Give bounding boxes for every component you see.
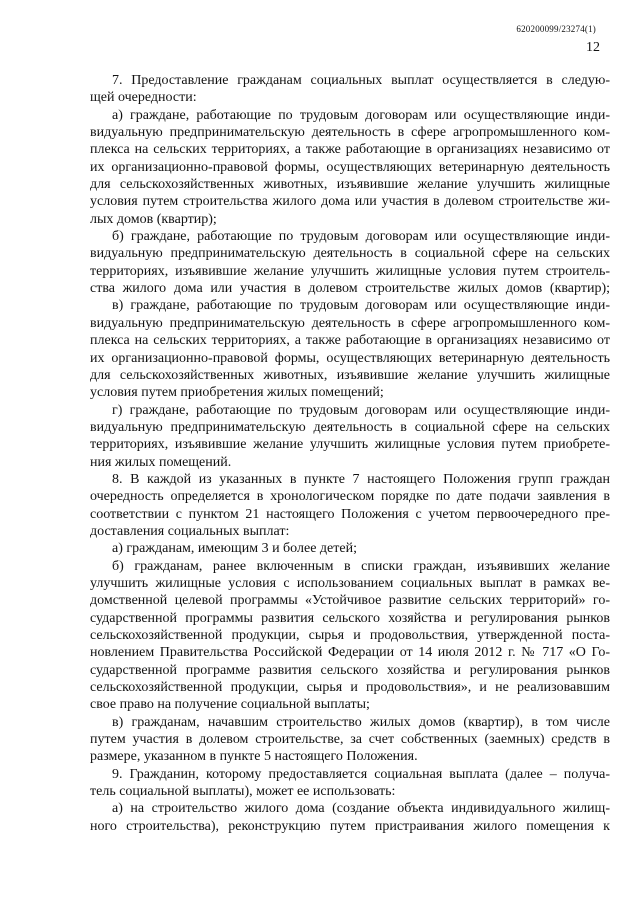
text-line: размере, указанном в пункте 5 настоящего Положения. bbox=[90, 749, 418, 765]
text-line: путем участия в долевом строительстве, за счет собственных (заемных) средств в bbox=[90, 732, 610, 748]
text-line: лых домов (квартир); bbox=[90, 211, 217, 227]
text-line: б) гражданам, ранее включенным в списки граждан, изъявивших желание bbox=[112, 558, 610, 574]
text-line: очередность определяется в хронологическом порядке по дате подачи заявления в bbox=[90, 489, 610, 505]
text-line: видуальную предпринимательскую деятельность в сфере агропромышленного ком- bbox=[90, 125, 610, 141]
text-line: территориях, изъявившие желание улучшить жилищные условия путем строитель- bbox=[90, 263, 610, 279]
text-line: плекса на сельских территориях, а также работающие в организациях независимо от bbox=[90, 333, 610, 349]
text-line: а) на строительство жилого дома (создание объекта индивидуального жилищ- bbox=[112, 801, 610, 817]
text-line: ства жилого дома или участия в долевом строительстве жилых домов (квартир); bbox=[90, 281, 610, 297]
text-line: а) гражданам, имеющим 3 и более детей; bbox=[112, 541, 357, 557]
text-line: свое право на получение социальной выплаты; bbox=[90, 697, 370, 713]
text-line: сударственной программы развития сельского хозяйства и регулирования рынков bbox=[90, 610, 610, 626]
text-line: б) граждане, работающие по трудовым договорам или осуществляющие инди- bbox=[112, 229, 610, 245]
text-line: 9. Гражданин, которому предоставляется социальная выплата (далее – получа- bbox=[112, 766, 610, 782]
document-body bbox=[90, 72, 610, 835]
text-line: новлением Правительства Российской Федерации от 14 июля 2012 г. № 717 «О Го- bbox=[90, 645, 610, 661]
document-registration-number: 620200099/23274(1) bbox=[516, 24, 596, 34]
text-line: домственной целевой программы «Устойчивое развитие сельских территорий» го- bbox=[90, 593, 610, 609]
text-line: соответствии с пунктом 21 настоящего Положения с учетом первоочередного пре- bbox=[90, 506, 610, 522]
text-line: ния жилых помещений. bbox=[90, 454, 232, 470]
page-number: 12 bbox=[586, 40, 600, 55]
text-line: видуальную предпринимательскую деятельность в сфере агропромышленного ком- bbox=[90, 315, 610, 331]
text-line: территориях, изъявившие желание улучшить жилищные условия путем приобрете- bbox=[90, 437, 610, 453]
text-line: улучшить жилищные условия с использованием социальных выплат в рамках ве- bbox=[90, 575, 610, 591]
text-line: плекса на сельских территориях, а также работающие в организациях независимо от bbox=[90, 142, 610, 158]
text-line: видуальную предпринимательскую деятельность в социальной сфере на сельских bbox=[90, 246, 610, 262]
text-line: доставления социальных выплат: bbox=[90, 523, 290, 539]
text-line: а) граждане, работающие по трудовым договорам или осуществляющие инди- bbox=[112, 107, 610, 123]
text-line: тель социальной выплаты), может ее использовать: bbox=[90, 784, 396, 800]
text-line: в) гражданам, начавшим строительство жилых домов (квартир), в том числе bbox=[112, 714, 610, 730]
text-line: 7. Предоставление гражданам социальных выплат осуществляется в следую- bbox=[112, 73, 610, 88]
text-line: условия путем приобретения жилых помещений; bbox=[90, 385, 384, 401]
text-line: щей очередности: bbox=[90, 90, 197, 106]
text-line: видуальную предпринимательскую деятельность в социальной сфере на сельских bbox=[90, 419, 610, 435]
text-line: их организационно-правовой формы, осуществляющих ветеринарную деятельность bbox=[90, 159, 610, 175]
text-line: в) граждане, работающие по трудовым договорам или осуществляющие инди- bbox=[112, 298, 610, 314]
text-line: сельскохозяйственной продукции, сырья и продовольствия, утвержденной поста- bbox=[90, 628, 610, 643]
text-line: ного строительства), реконструкцию путем пристраивания жилого помещения к bbox=[90, 818, 610, 834]
text-line: сударственной программе развития сельского хозяйства и регулирования рынков bbox=[90, 662, 610, 678]
text-line: условия путем строительства жилого дома или участия в долевом строительстве жи- bbox=[90, 194, 610, 210]
text-line: г) граждане, работающие по трудовым договорам или осуществляющие инди- bbox=[112, 402, 610, 418]
text-line: 8. В каждой из указанных в пункте 7 настоящего Положения групп граждан bbox=[112, 471, 610, 487]
text-line: для сельскохозяйственных животных, изъявившие желание улучшить жилищные bbox=[90, 177, 610, 193]
text-line: для сельскохозяйственных животных, изъявившие желание улучшить жилищные bbox=[90, 367, 610, 383]
text-line: сельскохозяйственной продукции, сырья и продовольствия», и не реализовавшим bbox=[90, 680, 610, 696]
text-line: их организационно-правовой формы, осуществляющих ветеринарную деятельность bbox=[90, 350, 610, 366]
